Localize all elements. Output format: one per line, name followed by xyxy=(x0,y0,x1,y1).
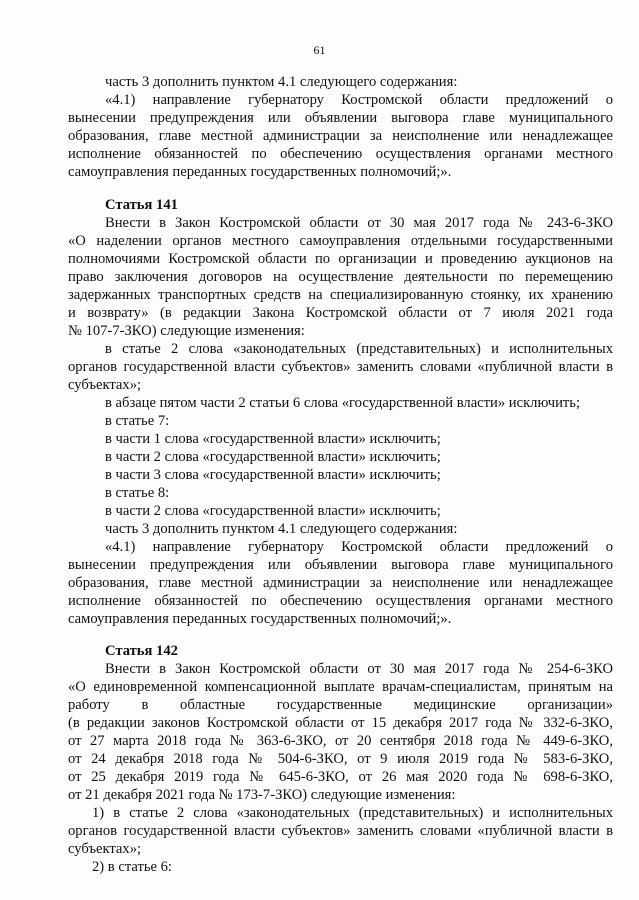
text-line: исполнение обязанностей по обеспечению осуществления органами местного xyxy=(68,593,613,609)
text-line: в части 1 слова «государственной власти» исключить; xyxy=(105,431,441,447)
text-line: «О наделении органов местного самоуправления отдельными государственными xyxy=(68,233,613,249)
text-line: часть 3 дополнить пунктом 4.1 следующего содержания: xyxy=(105,521,458,537)
text-line: в статье 2 слова «законодательных (представительных) и исполнительных xyxy=(105,341,613,357)
text-line: от 27 марта 2018 года № 363-6-ЗКО, от 20 сентября 2018 года № 449-6-ЗКО, xyxy=(68,733,613,749)
text-line: задержанных транспортных средств на специализированную стоянку, их хранению xyxy=(68,287,613,303)
text-line: образования, главе местной администрации за неисполнение или ненадлежащее xyxy=(68,575,613,591)
article-heading: Статья 141 xyxy=(105,197,178,213)
text-line: от 21 декабря 2021 года № 173-7-ЗКО) следующие изменения: xyxy=(68,787,456,803)
text-line: органов государственной власти субъектов» заменить словами «публичной власти в xyxy=(68,359,613,375)
text-line: самоуправления переданных государственных полномочий;». xyxy=(68,164,452,180)
text-line: самоуправления переданных государственных полномочий;». xyxy=(68,611,452,627)
text-line: от 25 декабря 2019 года № 645-6-ЗКО, от 26 мая 2020 года № 698-6-ЗКО, xyxy=(68,769,613,785)
text-line: (в редакции законов Костромской области от 15 декабря 2017 года № 332-6-ЗКО, xyxy=(68,715,613,731)
text-line: от 24 декабря 2018 года № 504-6-ЗКО, от 9 июля 2019 года № 583-6-ЗКО, xyxy=(68,751,613,767)
text-line: и возврату» (в редакции Закона Костромской области от 7 июля 2021 года xyxy=(68,305,613,321)
text-line: Внести в Закон Костромской области от 30 мая 2017 года № 254-6-ЗКО xyxy=(105,661,613,677)
text-line: часть 3 дополнить пунктом 4.1 следующего содержания: xyxy=(105,74,458,90)
text-line: исполнение обязанностей по обеспечению осуществления органами местного xyxy=(68,146,613,162)
text-line: «4.1) направление губернатору Костромской области предложений о xyxy=(105,92,613,108)
text-line: полномочиями Костромской области по организации и проведению аукционов на xyxy=(68,251,613,267)
text-line: Внести в Закон Костромской области от 30 мая 2017 года № 243-6-ЗКО xyxy=(105,215,613,231)
text-line: в части 3 слова «государственной власти» исключить; xyxy=(105,467,441,483)
page-number: 61 xyxy=(313,43,326,57)
text-line: № 107-7-ЗКО) следующие изменения: xyxy=(68,323,305,339)
text-line: работу в областные государственные медицинские организации» xyxy=(68,697,613,713)
text-line: субъектах»; xyxy=(68,841,142,857)
text-line: в статье 7: xyxy=(105,413,170,429)
text-line: образования, главе местной администрации за неисполнение или ненадлежащее xyxy=(68,128,613,144)
text-line: в части 2 слова «государственной власти» исключить; xyxy=(105,503,441,519)
text-line: вынесении предупреждения или объявлении выговора главе муниципального xyxy=(68,110,613,126)
text-line: в абзаце пятом части 2 статьи 6 слова «государственной власти» исключить; xyxy=(105,395,581,411)
text-line: 1) в статье 2 слова «законодательных (представительных) и исполнительных xyxy=(92,805,613,821)
text-line: в статье 8: xyxy=(105,485,170,501)
text-line: право заключения договоров на осуществление деятельности по перемещению xyxy=(68,269,613,285)
text-line: органов государственной власти субъектов» заменить словами «публичной власти в xyxy=(68,823,613,839)
text-line: вынесении предупреждения или объявлении выговора главе муниципального xyxy=(68,557,613,573)
text-line: «4.1) направление губернатору Костромской области предложений о xyxy=(105,539,613,555)
article-heading: Статья 142 xyxy=(105,643,178,659)
text-line: «О единовременной компенсационной выплате врачам-специалистам, принятым на xyxy=(68,679,613,695)
text-line: 2) в статье 6: xyxy=(92,859,172,875)
text-line: в части 2 слова «государственной власти» исключить; xyxy=(105,449,441,465)
text-line: субъектах»; xyxy=(68,377,142,393)
